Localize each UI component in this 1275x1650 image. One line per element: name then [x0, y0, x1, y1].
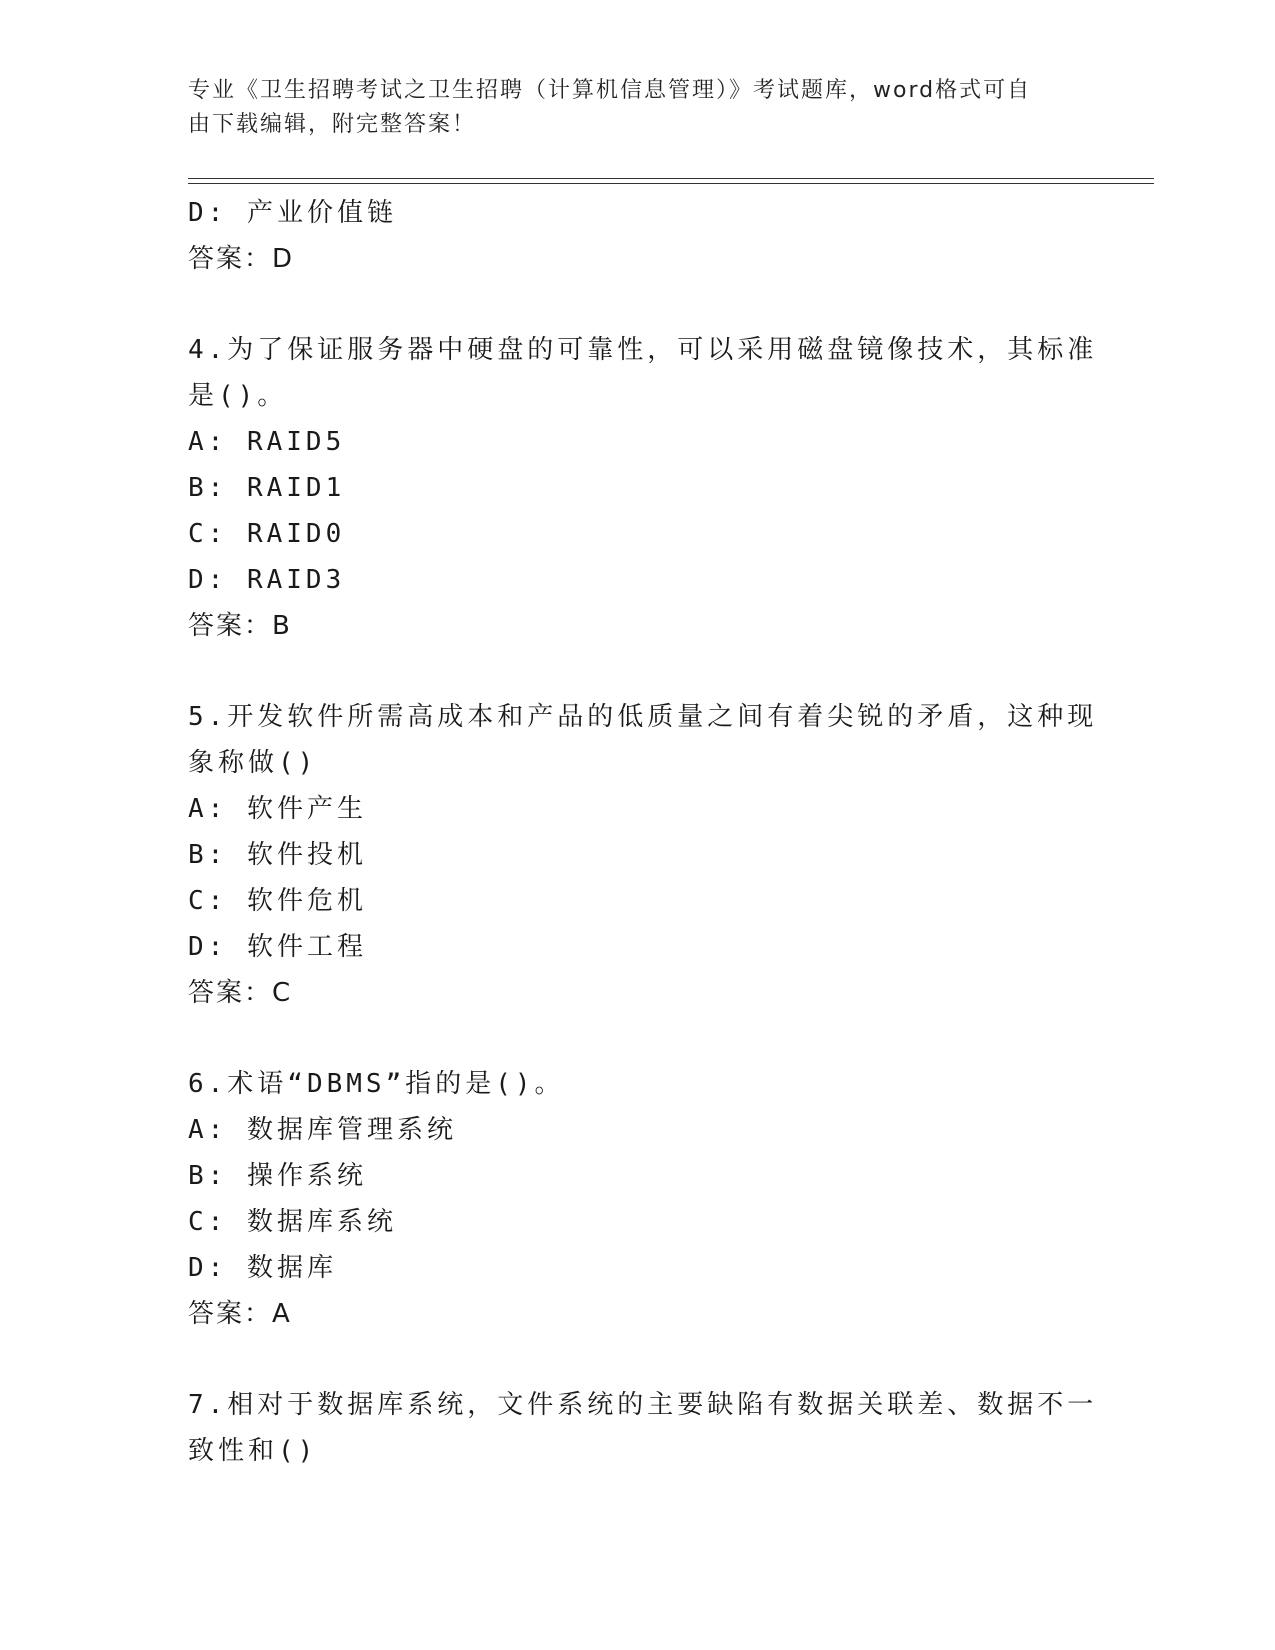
header-divider: [188, 178, 1154, 184]
question-5: [188, 694, 1098, 1016]
document-header: [188, 74, 1068, 142]
header-line-2: 由下载编辑，附完整答案！: [188, 112, 477, 137]
spacer: [188, 649, 1088, 694]
question-stem-continued: 是()。: [188, 381, 288, 411]
document-body: [188, 190, 1098, 1474]
option-d: D: 数据库: [188, 1253, 337, 1283]
option-c: C: RAID0: [188, 519, 346, 549]
answer-line: 答案：B: [188, 611, 292, 641]
spacer: [188, 1337, 1088, 1382]
question-stem: 4.为了保证服务器中硬盘的可靠性，可以采用磁盘镜像技术，其标准: [188, 335, 1098, 365]
answer-line: 答案：D: [188, 244, 295, 274]
question-stem: 5.开发软件所需高成本和产品的低质量之间有着尖锐的矛盾，这种现: [188, 702, 1098, 732]
answer-line: 答案：A: [188, 1299, 292, 1329]
question-stem-continued: 象称做(): [188, 748, 318, 778]
spacer: [188, 1016, 1088, 1061]
option-a: A: 数据库管理系统: [188, 1115, 457, 1145]
option-a: A: 软件产生: [188, 794, 367, 824]
option-b: B: 操作系统: [188, 1161, 367, 1191]
answer-line: 答案：C: [188, 978, 293, 1008]
question-4: [188, 327, 1098, 649]
question-7: [188, 1382, 1098, 1474]
option-b: B: 软件投机: [188, 840, 367, 870]
question-6: [188, 1061, 1088, 1337]
option-a: A: RAID5: [188, 427, 346, 457]
question-stem: 6.术语“DBMS”指的是()。: [188, 1069, 565, 1099]
option-d: D: 产业价值链: [188, 198, 397, 228]
option-c: C: 软件危机: [188, 886, 367, 916]
option-c: C: 数据库系统: [188, 1207, 397, 1237]
question-stem-continued: 致性和(): [188, 1436, 318, 1466]
option-d: D: RAID3: [188, 565, 346, 595]
option-b: B: RAID1: [188, 473, 346, 503]
option-d: D: 软件工程: [188, 932, 367, 962]
question-stem: 7.相对于数据库系统，文件系统的主要缺陷有数据关联差、数据不一: [188, 1390, 1098, 1420]
spacer: [188, 282, 1088, 327]
header-line-1: 专业《卫生招聘考试之卫生招聘（计算机信息管理）》考试题库，word格式可自: [188, 78, 1032, 103]
